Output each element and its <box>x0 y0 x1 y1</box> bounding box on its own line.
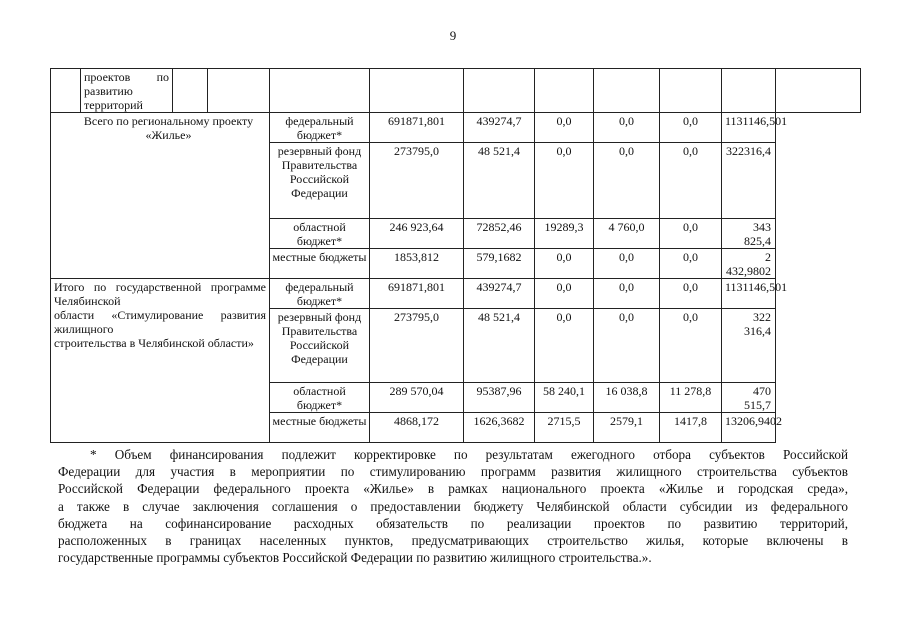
value-cell: 0,0 <box>660 309 722 383</box>
grand-total-label-line: строительства в Челябинской области» <box>54 336 254 350</box>
value-cell: 0,0 <box>660 249 722 279</box>
cell-empty <box>51 69 81 113</box>
value-cell: 58 240,1 <box>535 383 594 413</box>
value-cell: 16 038,8 <box>594 383 660 413</box>
value-cell: 13206,9402 <box>722 413 776 443</box>
continuation-line: территорий <box>84 98 143 112</box>
value-cell: 0,0 <box>660 279 722 309</box>
footnote-line: * Объем финансирования подлежит корректировке по результатам ежегодного отбора субъектов Российской <box>90 447 848 462</box>
continuation-row <box>51 69 861 113</box>
value-cell: 2 432,9802 <box>722 249 776 279</box>
value-cell: 48 521,4 <box>464 143 535 219</box>
table-row <box>51 279 861 309</box>
value-cell: 1417,8 <box>660 413 722 443</box>
footnote-line: Российской Федерации федерального проекта «Жилье» в рамках национального проекта «Жилье и городская среда», <box>58 481 848 497</box>
value-cell: 19289,3 <box>535 219 594 249</box>
source-cell: областной бюджет* <box>270 219 370 249</box>
cell-empty <box>270 69 370 113</box>
cell-empty <box>370 69 464 113</box>
value-cell: 0,0 <box>660 113 722 143</box>
value-cell: 2715,5 <box>535 413 594 443</box>
value-cell: 691871,801 <box>370 279 464 309</box>
continuation-line: развитию <box>84 84 133 98</box>
value-cell: 4 760,0 <box>594 219 660 249</box>
cell-empty <box>535 69 594 113</box>
value-cell: 579,1682 <box>464 249 535 279</box>
source-cell: резервный фонд Правительства Российской Федерации <box>270 143 370 219</box>
cell-empty <box>173 69 208 113</box>
source-cell: резервный фонд Правительства Российской Федерации <box>270 309 370 383</box>
footnote-line: бюджета на софинансирование расходных обязательств по реализации проектов по развитию территорий, <box>58 515 848 531</box>
source-cell: местные бюджеты <box>270 413 370 443</box>
value-cell: 0,0 <box>535 113 594 143</box>
financing-table <box>50 68 861 443</box>
cell-empty <box>722 69 776 113</box>
table-row <box>51 113 861 143</box>
value-cell: 1853,812 <box>370 249 464 279</box>
value-cell: 0,0 <box>594 249 660 279</box>
cell-empty <box>660 69 722 113</box>
value-cell: 1131146,501 <box>722 279 776 309</box>
continuation-cell <box>81 69 173 113</box>
continuation-line: проектов по <box>84 70 169 84</box>
value-cell: 2579,1 <box>594 413 660 443</box>
value-cell: 0,0 <box>594 143 660 219</box>
value-cell: 273795,0 <box>370 143 464 219</box>
value-cell: 0,0 <box>594 279 660 309</box>
footnote <box>58 446 848 566</box>
value-cell: 0,0 <box>535 249 594 279</box>
value-cell: 4868,172 <box>370 413 464 443</box>
grand-total-label <box>51 279 270 443</box>
value-cell: 72852,46 <box>464 219 535 249</box>
value-cell: 0,0 <box>594 113 660 143</box>
value-cell: 0,0 <box>535 143 594 219</box>
value-cell: 48 521,4 <box>464 309 535 383</box>
value-cell: 322316,4 <box>722 143 776 219</box>
value-cell: 95387,96 <box>464 383 535 413</box>
footnote-line: государственные программы субъектов Российской Федерации по развитию жилищного строительства.». <box>58 550 652 566</box>
source-cell: федеральный бюджет* <box>270 113 370 143</box>
value-cell: 322 316,4 <box>722 309 776 383</box>
source-cell: федеральный бюджет* <box>270 279 370 309</box>
value-cell: 0,0 <box>594 309 660 383</box>
value-cell: 343 825,4 <box>722 219 776 249</box>
value-cell: 691871,801 <box>370 113 464 143</box>
value-cell: 1626,3682 <box>464 413 535 443</box>
value-cell: 439274,7 <box>464 279 535 309</box>
value-cell: 0,0 <box>660 219 722 249</box>
source-cell: областной бюджет* <box>270 383 370 413</box>
grand-total-label-line: области «Стимулирование развития жилищного <box>54 308 266 336</box>
cell-empty <box>776 69 861 113</box>
value-cell: 0,0 <box>535 279 594 309</box>
cell-empty <box>208 69 270 113</box>
footnote-line: расположенных в границах населенных пунктов, предусматривающих строительство жилья, которые включены в <box>58 533 848 549</box>
page-number: 9 <box>449 28 457 43</box>
value-cell: 439274,7 <box>464 113 535 143</box>
value-cell: 246 923,64 <box>370 219 464 249</box>
total-label: Всего по региональному проекту «Жилье» <box>51 113 270 279</box>
value-cell: 0,0 <box>535 309 594 383</box>
continuation-text <box>84 70 169 112</box>
grand-total-label-line: Итого по государственной программе Челябинской <box>54 280 266 308</box>
value-cell: 0,0 <box>660 143 722 219</box>
cell-empty <box>464 69 535 113</box>
value-cell: 289 570,04 <box>370 383 464 413</box>
footnote-line: а также в случае заключения соглашения о предоставлении бюджету Челябинской области субсидии из федерального <box>58 498 848 514</box>
value-cell: 1131146,501 <box>722 113 776 143</box>
source-cell: местные бюджеты <box>270 249 370 279</box>
cell-empty <box>594 69 660 113</box>
value-cell: 273795,0 <box>370 309 464 383</box>
footnote-line: Федерации для участия в мероприятии по стимулированию программ развития жилищного строительства субъектов <box>58 464 848 480</box>
value-cell: 470 515,7 <box>722 383 776 413</box>
value-cell: 11 278,8 <box>660 383 722 413</box>
